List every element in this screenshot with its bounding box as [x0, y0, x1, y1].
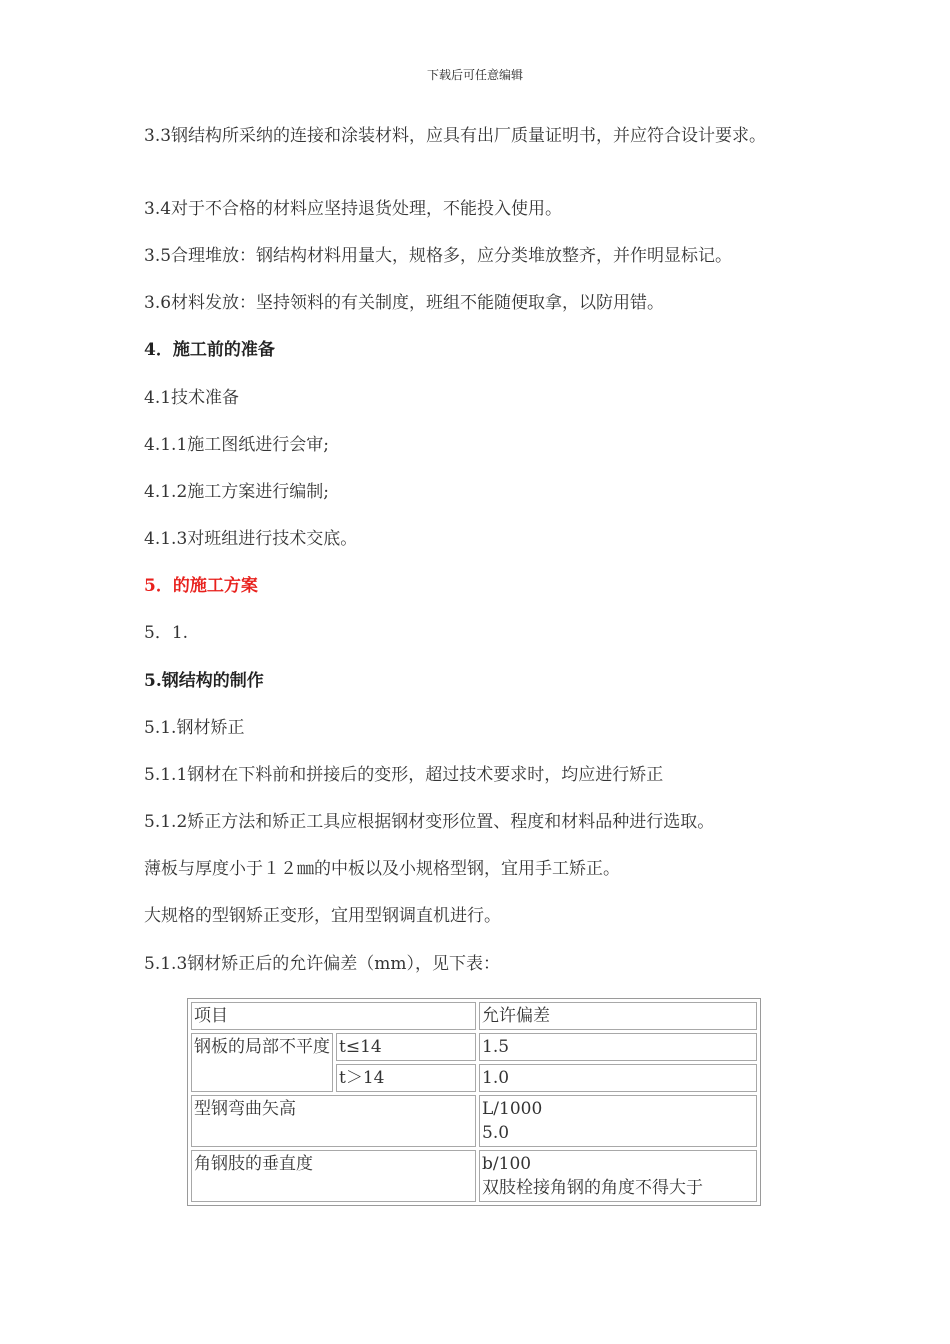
table-value-line: 5.0 — [482, 1123, 510, 1143]
table-value-line: L/1000 — [482, 1099, 543, 1119]
section-heading-5-plan: 5．的施工方案 — [144, 576, 258, 596]
table-row — [191, 1033, 757, 1061]
paragraph-5-1-a: 5．1. — [144, 623, 189, 643]
paragraph-3-3: 3.3钢结构所采纳的连接和涂装材料，应具有出厂质量证明书，并应符合设计要求。 — [144, 126, 767, 146]
paragraph-4-1-3: 4.1.3对班组进行技术交底。 — [144, 529, 358, 549]
table-cell-value — [479, 1150, 757, 1202]
table-cell-condition: t≤14 — [336, 1033, 476, 1061]
paragraph-5-1-2: 5.1.2矫正方法和矫正工具应根据钢材变形位置、程度和材料品种进行选取。 — [144, 812, 715, 832]
paragraph-3-6: 3.6材料发放：坚持领料的有关制度，班组不能随便取拿，以防用错。 — [144, 293, 665, 313]
table-row — [191, 1095, 757, 1147]
paragraph-4-1-2: 4.1.2施工方案进行编制; — [144, 482, 329, 502]
table-cell-value — [479, 1095, 757, 1147]
table-value-line: b/100 — [482, 1154, 532, 1174]
table-cell-value: 1.0 — [479, 1064, 757, 1092]
paragraph-large-section: 大规格的型钢矫正变形，宜用型钢调直机进行。 — [144, 906, 501, 926]
table-cell-value: 1.5 — [479, 1033, 757, 1061]
page-header: 下载后可任意编辑 — [426, 68, 523, 82]
paragraph-4-1-1: 4.1.1施工图纸进行会审; — [144, 435, 329, 455]
paragraph-3-4: 3.4对于不合格的材料应坚持退货处理，不能投入使用。 — [144, 199, 563, 219]
table-row — [191, 1150, 757, 1202]
paragraph-5-1-1: 5.1.1钢材在下料前和拼接后的变形，超过技术要求时，均应进行矫正 — [144, 765, 664, 785]
paragraph-5-1-3: 5.1.3钢材矫正后的允许偏差（mm），见下表： — [144, 954, 500, 974]
table-value-line: 双肢栓接角钢的角度不得大于 — [482, 1178, 704, 1198]
deviation-table — [187, 998, 761, 1206]
table-header-item: 项目 — [191, 1002, 476, 1030]
paragraph-thin-plate: 薄板与厚度小于１２㎜的中板以及小规格型钢，宜用手工矫正。 — [144, 859, 620, 879]
section-heading-5-fabrication: 5.钢结构的制作 — [144, 671, 264, 691]
table-cell-angle-perpendicularity: 角钢肢的垂直度 — [191, 1150, 476, 1202]
table-cell-plate-flatness: 钢板的局部不平度 — [191, 1033, 333, 1092]
paragraph-3-5: 3.5合理堆放：钢结构材料用量大，规格多，应分类堆放整齐，并作明显标记。 — [144, 246, 733, 266]
paragraph-4-1: 4.1技术准备 — [144, 388, 240, 408]
table-row — [191, 1002, 757, 1030]
table-header-deviation: 允许偏差 — [479, 1002, 757, 1030]
table-cell-condition: t＞14 — [336, 1064, 476, 1092]
table-cell-section-bending: 型钢弯曲矢高 — [191, 1095, 476, 1147]
section-heading-4: 4．施工前的准备 — [144, 340, 275, 360]
paragraph-5-1: 5.1.钢材矫正 — [144, 718, 245, 738]
